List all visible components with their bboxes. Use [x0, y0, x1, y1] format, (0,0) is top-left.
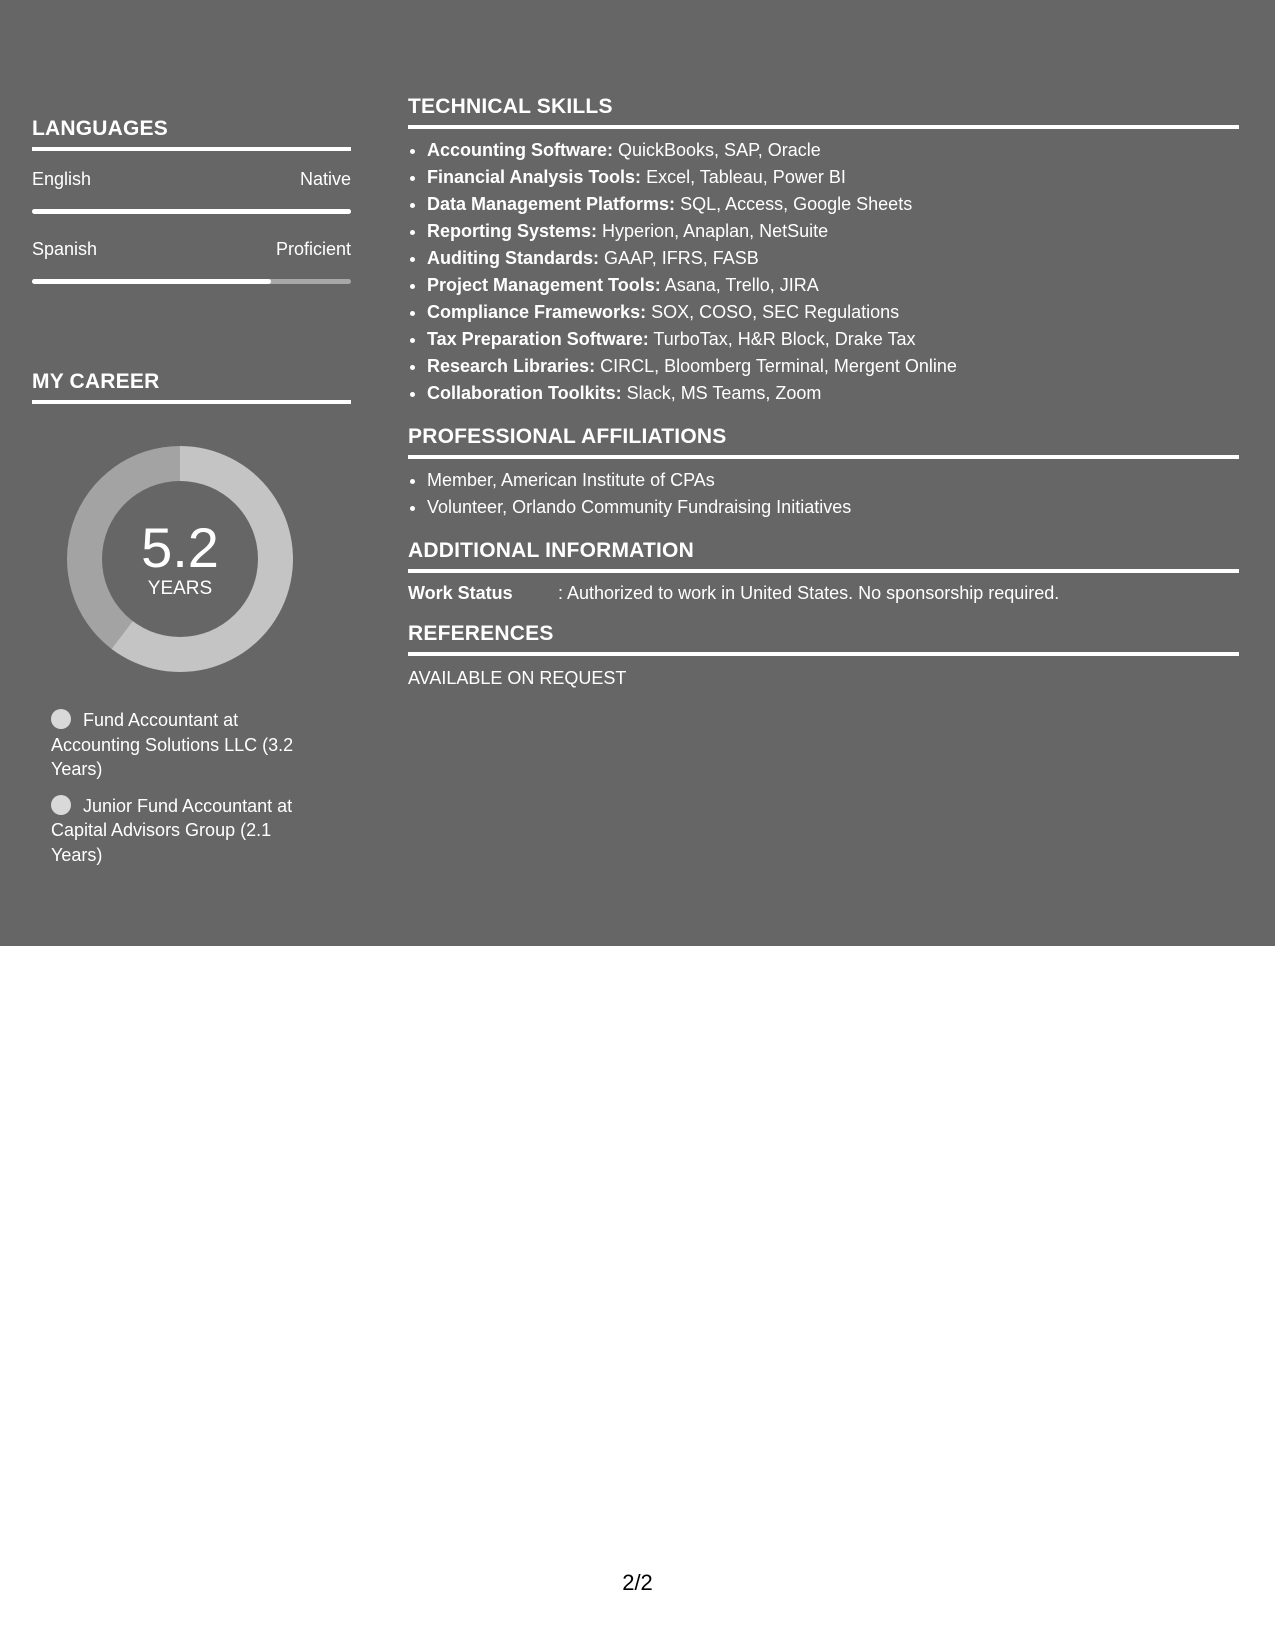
skill-value: Asana, Trello, JIRA — [660, 275, 819, 295]
language-name: English — [32, 169, 92, 189]
work-status-row — [408, 583, 1239, 604]
list-item — [427, 218, 1239, 245]
list-item: • Volunteer, Orlando Community Fundraising Initiatives — [427, 494, 1239, 521]
language-level-fill — [32, 279, 271, 284]
additional-info-title: ADDITIONAL INFORMATION — [408, 539, 1239, 573]
affiliations-list — [408, 467, 1239, 521]
language-spanish — [32, 221, 351, 291]
work-status-key: Work Status — [408, 583, 513, 603]
page-number: 2/2 — [622, 1570, 653, 1595]
skill-label: Tax Preparation Software: — [427, 329, 649, 349]
skill-label: Reporting Systems: — [427, 221, 598, 241]
list-item — [427, 353, 1239, 380]
skill-value: TurboTax, H&R Block, Drake Tax — [648, 329, 916, 349]
skill-label: Data Management Platforms: — [427, 194, 676, 214]
right-column — [408, 0, 1239, 689]
list-item — [427, 245, 1239, 272]
skill-label: Auditing Standards: — [427, 248, 599, 268]
skill-value: Excel, Tableau, Power BI — [641, 167, 846, 187]
references-text: AVAILABLE ON REQUEST — [408, 668, 627, 688]
language-level-fill — [32, 209, 351, 214]
skill-value: QuickBooks, SAP, Oracle — [613, 140, 821, 160]
skill-label: Compliance Frameworks: — [427, 302, 647, 322]
legend-dot-icon — [51, 709, 71, 729]
language-level-bar — [32, 279, 351, 284]
career-title: MY CAREER — [32, 370, 351, 404]
list-item — [427, 191, 1239, 218]
list-item — [427, 326, 1239, 353]
technical-skills-title: TECHNICAL SKILLS — [408, 95, 1239, 129]
left-column — [32, 0, 351, 879]
skill-label: Financial Analysis Tools: — [427, 167, 642, 187]
list-item — [427, 272, 1239, 299]
affiliations-title: PROFESSIONAL AFFILIATIONS — [408, 425, 1239, 459]
language-name: Spanish — [32, 239, 98, 259]
skill-label: Research Libraries: — [427, 356, 596, 376]
skill-value: Slack, MS Teams, Zoom — [621, 383, 822, 403]
skill-value: CIRCL, Bloomberg Terminal, Mergent Online — [595, 356, 957, 376]
skill-label: Accounting Software: — [427, 140, 614, 160]
language-level: Proficient — [275, 239, 351, 259]
list-item — [427, 299, 1239, 326]
career-total-value: 5.2 — [141, 516, 219, 579]
language-level-bar — [32, 209, 351, 214]
skill-value: SOX, COSO, SEC Regulations — [646, 302, 900, 322]
technical-skills-list — [408, 137, 1239, 407]
languages-title: LANGUAGES — [32, 117, 351, 151]
legend-dot-icon — [51, 795, 71, 815]
skill-value: Hyperion, Anaplan, NetSuite — [597, 221, 829, 241]
list-item — [427, 137, 1239, 164]
career-total — [67, 446, 293, 672]
career-legend-label: Junior Fund Accountant at Capital Advisors Group (2.1 Years) — [51, 795, 293, 865]
skill-label: Project Management Tools: — [427, 275, 661, 295]
list-item: • Member, American Institute of CPAs — [427, 467, 1239, 494]
references-title: REFERENCES — [408, 622, 1239, 656]
career-donut-chart — [67, 446, 293, 672]
career-total-unit: YEARS — [147, 578, 213, 599]
list-item — [427, 164, 1239, 191]
work-status-value: : Authorized to work in United States. No sponsorship required. — [558, 583, 1060, 603]
skill-value: SQL, Access, Google Sheets — [675, 194, 913, 214]
skill-value: GAAP, IFRS, FASB — [599, 248, 759, 268]
career-legend-item — [51, 794, 321, 868]
career-legend-label: Fund Accountant at Accounting Solutions LLC (3.2 Years) — [51, 710, 294, 779]
career-legend-item — [51, 708, 321, 782]
list-item — [427, 380, 1239, 407]
language-level: Native — [299, 169, 351, 189]
language-english — [32, 151, 351, 221]
skill-label: Collaboration Toolkits: — [427, 383, 622, 403]
